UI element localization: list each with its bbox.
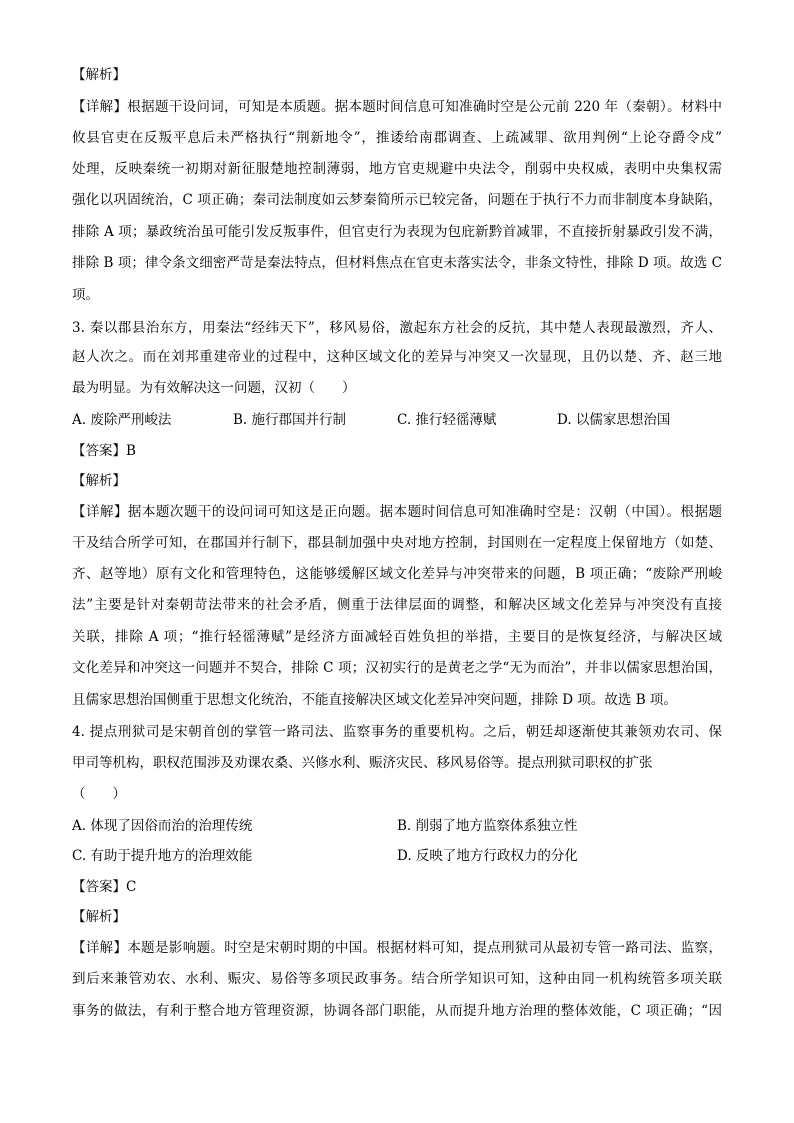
detail-line: 【详解】据本题次题干的设问词可知这是正向题。据本题时间信息可知准确时空是：汉朝（中国）。根据题 <box>72 504 722 520</box>
detail-line: 法”主要是针对秦朝苛法带来的社会矛盾，侧重于法律层面的调整，和解决区域文化差异与冲突没有直接 <box>72 597 722 613</box>
question-stem-line: （ ） <box>72 786 126 802</box>
question-stem-line: 赵人次之。而在刘邦重建帝业的过程中，这种区域文化的差异与冲突又一次显现，且仍以楚、齐、赵三地 <box>72 349 722 365</box>
detail-line: 到后来兼管劝农、水利、赈灾、易俗等多项民政事务。结合所学知识可知，这种由同一机构统管多项关联 <box>72 971 722 987</box>
option-a: A. 废除严刑峻法 <box>72 412 172 428</box>
detail-line: 排除 B 项；律令条文细密严苛是秦法特点，但材料焦点在官吏未落实法令，非条文特性，排除 D 项。故选 C <box>72 255 722 271</box>
question-stem-line: 最为明显。为有效解决这一问题，汉初（ ） <box>72 380 356 396</box>
option-d: D. 反映了地方行政权力的分化 <box>397 848 578 864</box>
options-row <box>72 405 722 436</box>
option-c: C. 有助于提升地方的治理效能 <box>72 848 253 864</box>
answer-label: 【答案】B <box>72 443 136 459</box>
detail-line: 事务的做法，有利于整合地方管理资源，协调各部门职能，从而提升地方治理的整体效能，C 项正确；“因 <box>72 1003 722 1019</box>
options-row <box>72 841 722 872</box>
detail-line: 齐、赵等地）原有文化和管理特色，这能够缓解区域文化差异与冲突带来的问题，B 项正确；“废除严刑峻 <box>72 566 722 582</box>
detail-line: 处理，反映秦统一初期对新征服楚地控制薄弱，地方官吏规避中央法令，削弱中央权威，表明中央集权需 <box>72 161 722 177</box>
options-row <box>72 811 722 842</box>
question-stem-line: 甲司等机构，职权范围涉及劝课农桑、兴修水利、赈济灾民、移风易俗等。提点刑狱司职权的扩张 <box>72 755 653 771</box>
question-stem-line: 3. 秦以郡县治东方，用秦法“经纬天下”，移风易俗，激起东方社会的反抗，其中楚人表现最激烈，齐人、 <box>72 320 722 336</box>
analysis-label: 【解析】 <box>72 67 126 83</box>
option-a: A. 体现了因俗而治的治理传统 <box>72 818 253 834</box>
answer-label: 【答案】C <box>72 879 137 895</box>
detail-line: 强化以巩固统治，C 项正确；秦司法制度如云梦秦简所示已较完备，问题在于执行不力而非制度本身缺陷， <box>72 192 722 208</box>
option-c: C. 推行轻徭薄赋 <box>397 412 497 428</box>
detail-line: 关联，排除 A 项；“推行轻徭薄赋”是经济方面减轻百姓负担的举措，主要目的是恢复经济，与解决区域 <box>72 629 722 645</box>
detail-line: 且儒家思想治国侧重于思想文化统治，不能直接解决区域文化差异冲突问题，排除 D 项。故选 B 项。 <box>72 692 677 708</box>
detail-line: 【详解】本题是影响题。时空是宋朝时期的中国。根据材料可知，提点刑狱司从最初专管一路司法、监察， <box>72 940 722 956</box>
analysis-label: 【解析】 <box>72 909 126 925</box>
question-stem-line: 4. 提点刑狱司是宋朝首创的掌管一路司法、监察事务的重要机构。之后，朝廷却逐渐使其兼领劝农司、保 <box>72 724 722 740</box>
detail-line: 【详解】根据题干设问词，可知是本质题。据本题时间信息可知准确时空是公元前 220 年（秦朝）。材料中 <box>72 99 722 115</box>
detail-line: 排除 A 项；暴政统治虽可能引发反叛事件，但官吏行为表现为包庇新黔首减罪，不直接折射暴政引发不满， <box>72 224 722 240</box>
option-b: B. 削弱了地方监察体系独立性 <box>397 818 578 834</box>
option-b: B. 施行郡国并行制 <box>233 412 347 428</box>
detail-line: 文化差异和冲突这一问题并不契合，排除 C 项；汉初实行的是黄老之学“无为而治”，并非以儒家思想治国， <box>72 660 722 676</box>
option-d: D. 以儒家思想治国 <box>557 412 671 428</box>
detail-line: 攸县官吏在反叛平息后未严格执行“荆新地令”，推诿给南郡调查、上疏减罪、欲用判例“上论夺爵令戍” <box>72 130 722 146</box>
detail-line: 项。 <box>72 287 99 303</box>
analysis-label: 【解析】 <box>72 473 126 489</box>
detail-line: 干及结合所学可知，在郡国并行制下，郡县制加强中央对地方控制，封国则在一定程度上保留地方（如楚、 <box>72 535 722 551</box>
